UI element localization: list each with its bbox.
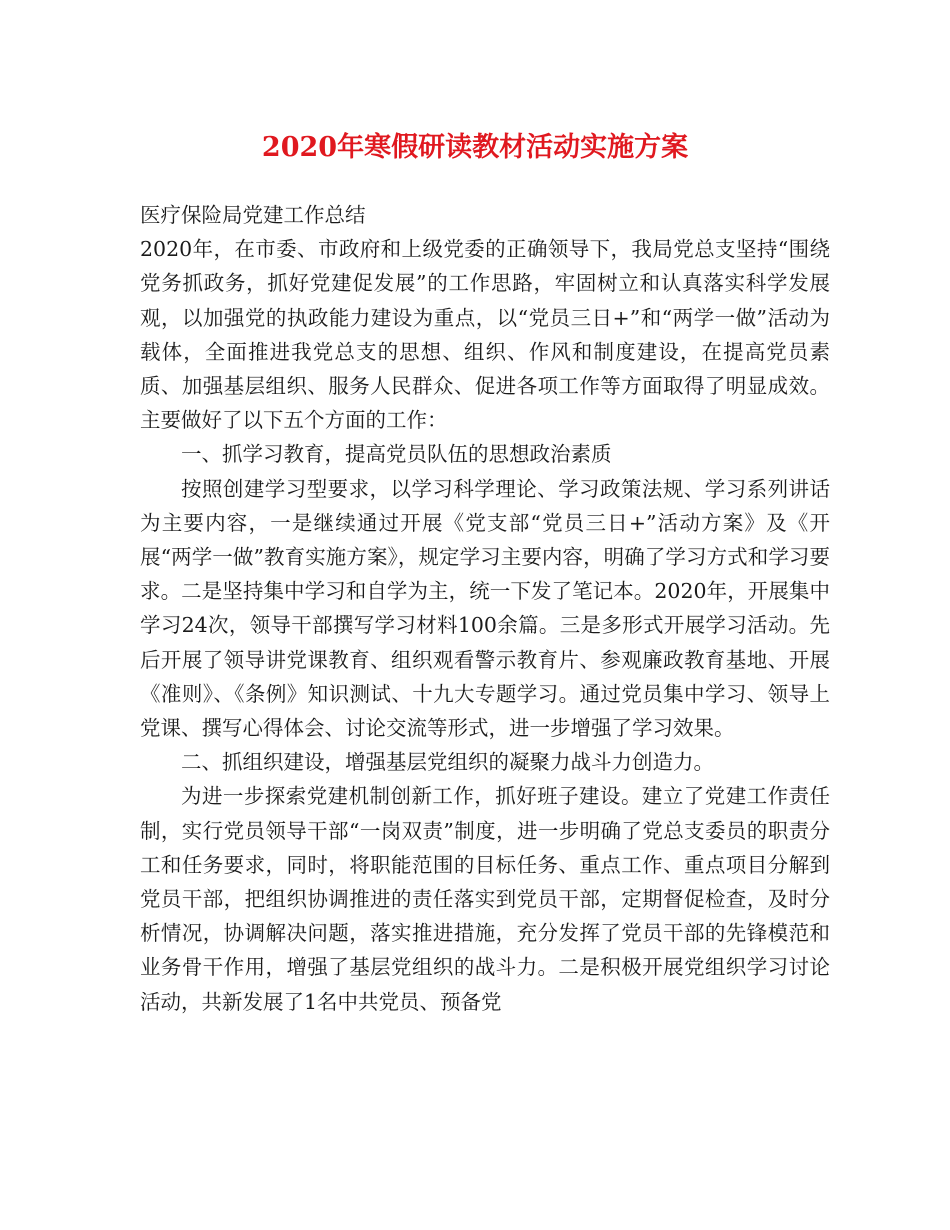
section-heading: 二、抓组织建设，增强基层党组织的凝聚力战斗力创造力。 — [181, 750, 714, 775]
document-title: 2020年寒假研读教材活动实施方案 — [261, 132, 689, 163]
section-heading: 医疗保险局党建工作总结 — [140, 203, 366, 227]
document-body — [140, 198, 830, 1019]
section-heading: 一、抓学习教育，提高党员队伍的思想政治素质 — [181, 442, 612, 467]
paragraph: 为进一步探索党建机制创新工作，抓好班子建设。建立了党建工作责任制，实行党员领导干部“一岗双责”制度，进一步明确了党总支委员的职责分工和任务要求，同时，将职能范围的目标任务、重点工作、重点项目分解到党员干部，把组织协调推进的责任落实到党员干部，定期督促检查，及时分析情况，协调解决问题，落实推进措施，充分发挥了党员干部的先锋模范和业务骨干作用，增强了基层党组织的战斗力。二是积极开展党组织学习讨论活动，共新发展了1名中共党员、预备党 — [140, 784, 830, 1014]
paragraph: 按照创建学习型要求，以学习科学理论、学习政策法规、学习系列讲话为主要内容，一是继续通过开展《党支部“党员三日+”活动方案》及《开展“两学一做”教育实施方案》，规定学习主要内容，明确了学习方式和学习要求。二是坚持集中学习和自学为主，统一下发了笔记本。2020年，开展集中学习24次，领导干部撰写学习材料100余篇。三是多形式开展学习活动。先后开展了领导讲党课教育、组织观看警示教育片、参观廉政教育基地、开展《准则》、《条例》知识测试、十九大专题学习。通过党员集中学习、领导上党课、撰写心得体会、讨论交流等形式，进一步增强了学习效果。 — [140, 476, 830, 741]
paragraph: 2020年，在市委、市政府和上级党委的正确领导下，我局党总支坚持“围绕党务抓政务，抓好党建促发展”的工作思路，牢固树立和认真落实科学发展观，以加强党的执政能力建设为重点，以“党员三日+”和“两学一做”活动为载体，全面推进我党总支的思想、组织、作风和制度建设，在提高党员素质、加强基层组织、服务人民群众、促进各项工作等方面取得了明显成效。主要做好了以下五个方面的工作： — [140, 237, 830, 433]
